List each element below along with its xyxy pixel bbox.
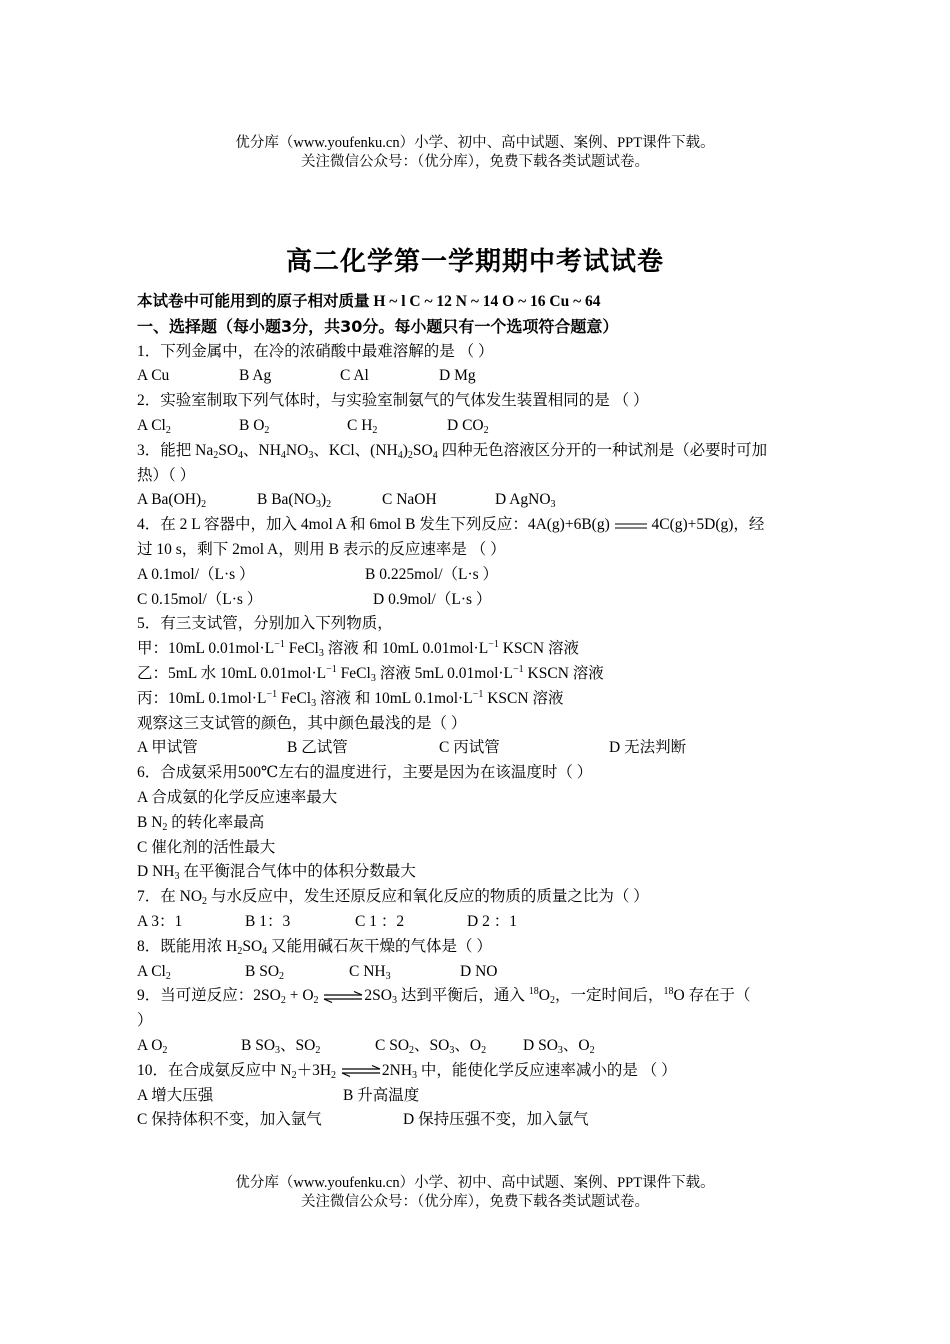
option-b: B 乙试管 xyxy=(287,739,348,757)
option-c: C 保持体积不变，加入氩气 xyxy=(137,1111,322,1129)
question-7-options xyxy=(137,910,817,935)
atomic-mass-line: 本试卷中可能用到的原子相对质量 H ~ l C ~ 12 N ~ 14 O ~ 16 Cu ~ 64 xyxy=(137,293,601,310)
option-b: B $SO_2$ xyxy=(245,962,285,982)
question-9-stem-cont: ） xyxy=(137,1012,153,1030)
question-5-tube-yi: 乙：5mL 水 10mL $0.01mol\cdot L^{-1}$ FeCl$_3$ 溶液 5mL $0.01mol\cdot L^{-1}$ KSCN 溶液 xyxy=(137,663,604,684)
reversible-arrow-icon xyxy=(322,991,364,1003)
option-c: C 1 ：2 xyxy=(355,912,405,930)
question-10-options-ab xyxy=(137,1084,817,1109)
option-c: C 丙试管 xyxy=(439,739,500,757)
question-2-stem: 2．实验室制取下列气体时，与实验室制氨气的气体发生装置相同的是 （ ） xyxy=(137,392,649,410)
question-5-tube-jia: 甲：10mL $0.01mol\cdot L^{-1}$ FeCl$_3$ 溶液 和 10mL $0.01mol\cdot L^{-1}$ KSCN 溶液 xyxy=(137,639,579,660)
question-5-stem: 5．有三支试管，分别加入下列物质， xyxy=(137,615,393,633)
option-b: B 升高温度 xyxy=(343,1086,420,1104)
option-a: A $Cl_2$ xyxy=(137,416,171,436)
question-8-stem: 8．既能用浓 $H_2SO_4$ 又能用碱石灰干燥的气体是（ ） xyxy=(137,937,492,957)
option-b: B $N_2$ 的转化率最高 xyxy=(137,813,265,833)
question-2-options xyxy=(137,414,817,439)
option-d: D 无法判断 xyxy=(609,739,687,757)
question-10-options-cd xyxy=(137,1108,817,1133)
option-a: A 3：1 xyxy=(137,912,183,930)
option-d: D Mg xyxy=(439,367,476,385)
question-5-ask: 观察这三支试管的颜色，其中颜色最浅的是（ ） xyxy=(137,714,467,732)
option-a: A 合成氨的化学反应速率最大 xyxy=(137,788,338,806)
question-3-stem-cont: 热）（ ） xyxy=(137,466,196,484)
option-c: C 0.15mol/（L·s ） xyxy=(137,590,263,608)
page-header xyxy=(0,134,950,172)
option-c: C $H_2$ xyxy=(347,416,378,436)
question-8-options xyxy=(137,960,817,985)
option-d: D AgNO$_3$ xyxy=(495,491,556,511)
section-1-heading: 一、选择题（每小题3分，共30分。每小题只有一个选项符合题意） xyxy=(137,316,619,336)
equals-sign-icon xyxy=(614,521,648,531)
option-a: A $Ba(OH)_2$ xyxy=(137,491,207,511)
option-c: C $NH_3$ xyxy=(349,962,391,982)
question-4-options-ab xyxy=(137,563,817,588)
option-b: B Ag xyxy=(239,367,272,385)
option-b: B $O_2$ xyxy=(239,416,270,436)
option-a: A 0.1mol/（L·s ） xyxy=(137,565,255,583)
option-d: D NO xyxy=(460,962,498,980)
option-a: A 增大压强 xyxy=(137,1086,214,1104)
option-a: A $Cl_2$ xyxy=(137,962,171,982)
option-c: C 催化剂的活性最大 xyxy=(137,838,276,856)
question-5-tube-bing: 丙：10mL $0.1mol\cdot L^{-1}$ FeCl$_3$ 溶液 和 10mL $0.1mol\cdot L^{-1}$ KSCN 溶液 xyxy=(137,688,564,709)
option-d: D $CO_2$ xyxy=(447,416,489,436)
question-4-options-cd xyxy=(137,588,817,613)
question-4-stem: 4．在 2 L 容器中，加入 4mol A 和 6mol B 发生下列反应：4A(g)+6B(g) 4C(g)+5D(g)，经 xyxy=(137,516,765,534)
question-7-stem: 7．在 $NO_2$ 与水反应中，发生还原反应和氧化反应的物质的质量之比为（ ） xyxy=(137,888,649,908)
option-b: B $SO_3$、$SO_2$ xyxy=(241,1036,321,1056)
question-1-stem: 1．下列金属中，在冷的浓硝酸中最难溶解的是 （ ） xyxy=(137,342,494,360)
page-footer xyxy=(0,1174,950,1212)
question-6-stem: 6．合成氨采用500℃左右的温度进行，主要是因为在该温度时（ ） xyxy=(137,764,593,782)
exam-title: 高二化学第一学期期中考试试卷 xyxy=(285,247,664,277)
option-c: C NaOH xyxy=(382,491,437,509)
option-d: D 保持压强不变，加入氩气 xyxy=(403,1111,589,1129)
question-9-stem: 9．当可逆反应：$2SO_2 + O_2$ $2SO_3$ 达到平衡后，通入 $^{18}O_2$，一定时间后，$^{18}$O 存在于（ xyxy=(137,986,751,1007)
option-d: D $NH_3$ 在平衡混合气体中的体积分数最大 xyxy=(137,863,416,883)
option-d: D 0.9mol/（L·s ） xyxy=(373,590,492,608)
question-3-stem: 3．能把 $Na_2SO_4$、$NH_4NO_3$、KCl、$(NH_4)_2SO_4$ 四种无色溶液区分开的一种试剂是（必要时可加 xyxy=(137,441,768,461)
question-3-options xyxy=(137,488,817,513)
question-5-options xyxy=(137,736,817,761)
header-line-1: 优分库（www.youfenku.cn）小学、初中、高中试题、案例、PPT课件下载。 xyxy=(235,135,715,151)
footer-line-1: 优分库（www.youfenku.cn）小学、初中、高中试题、案例、PPT课件下载。 xyxy=(235,1175,715,1191)
question-10-stem: 10．在合成氨反应中 $N_2+3H_2$ $2NH_3$ 中，能使化学反应速率减小的是 （ ） xyxy=(137,1061,677,1081)
question-4-stem-cont: 过 10 s，剩下 2mol A，则用 B 表示的反应速率是 （ ） xyxy=(137,540,506,558)
question-1-options xyxy=(137,364,817,389)
option-b: B 0.225mol/（L·s ） xyxy=(365,565,499,583)
option-d: D $SO_3$、$O_2$ xyxy=(523,1036,595,1056)
header-line-2: 关注微信公众号：（优分库），免费下载各类试题试卷。 xyxy=(301,154,649,170)
exam-body xyxy=(137,290,817,1133)
option-b: B 1：3 xyxy=(245,912,291,930)
option-c: C $SO_2$、$SO_3$、$O_2$ xyxy=(375,1036,487,1056)
option-a: A $O_2$ xyxy=(137,1036,168,1056)
footer-line-2: 关注微信公众号：（优分库），免费下载各类试题试卷。 xyxy=(301,1194,649,1210)
option-a: A Cu xyxy=(137,367,170,385)
reversible-arrow-icon xyxy=(340,1065,382,1077)
option-d: D 2 ：1 xyxy=(467,912,517,930)
question-9-options xyxy=(137,1034,817,1059)
option-c: C Al xyxy=(340,367,369,385)
option-a: A 甲试管 xyxy=(137,739,198,757)
option-b: B $Ba(NO_3)_2$ xyxy=(257,491,332,511)
